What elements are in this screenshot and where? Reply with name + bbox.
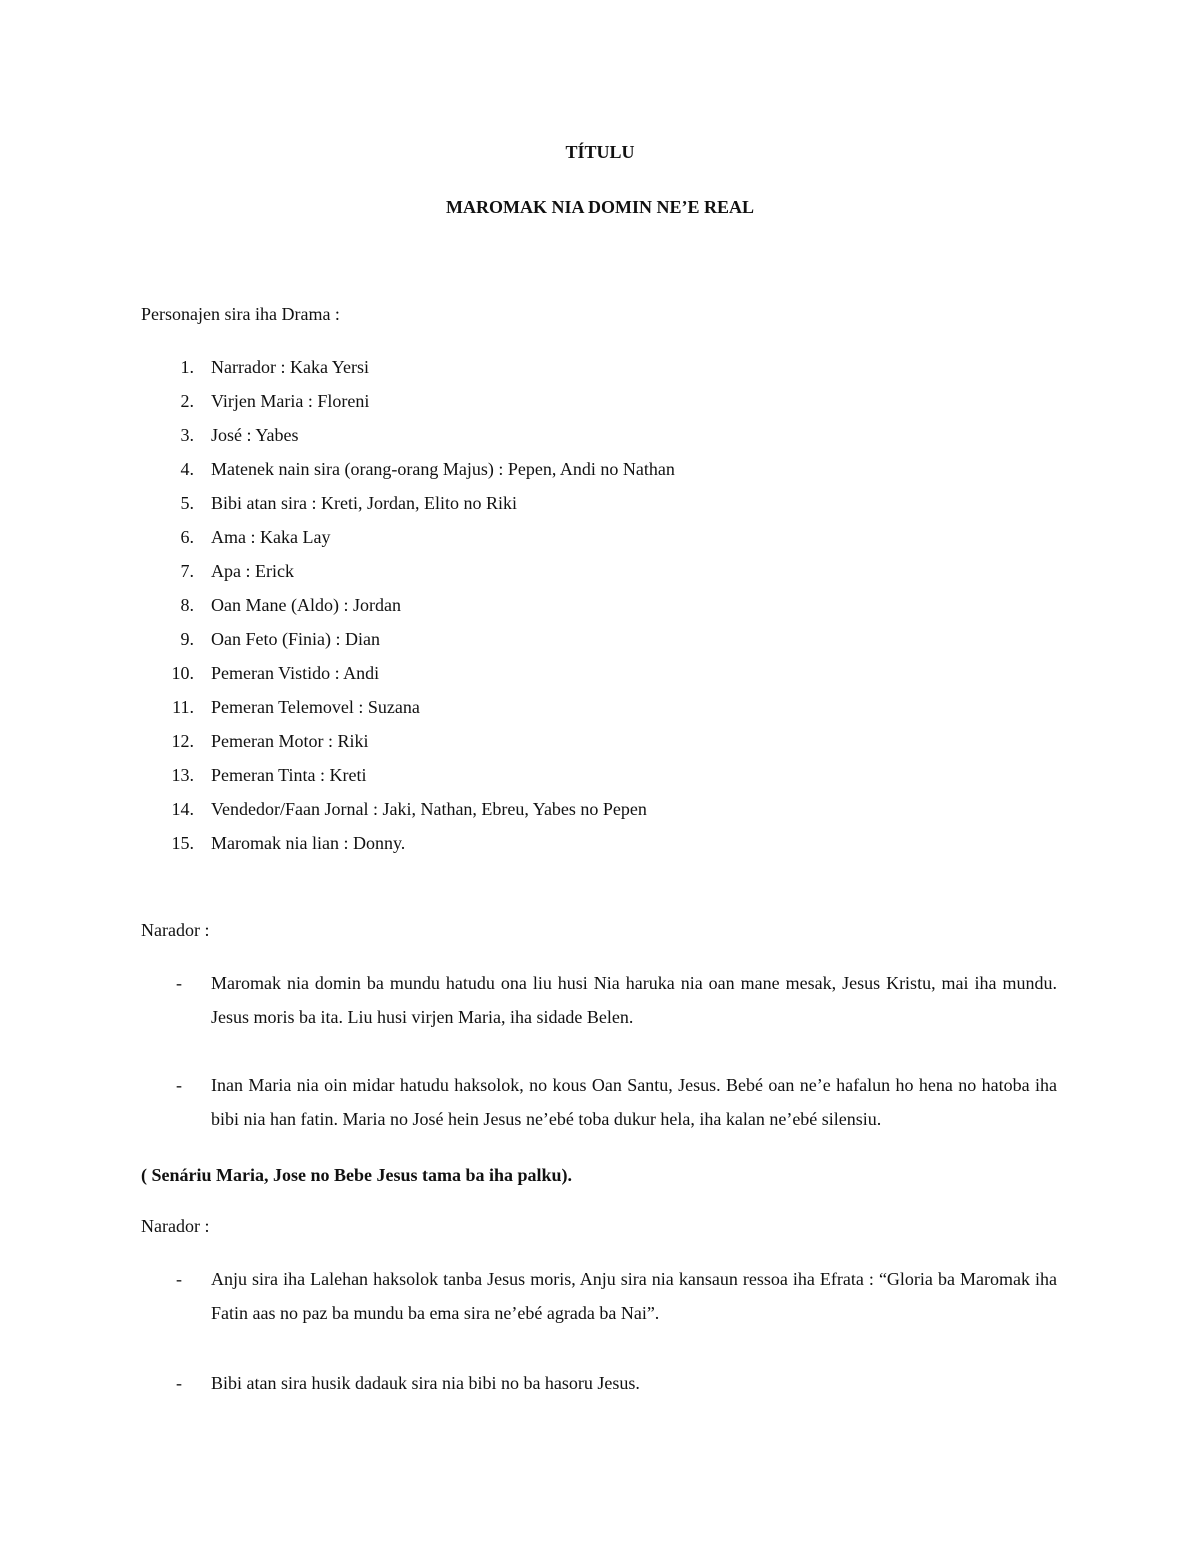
cast-entry: Matenek nain sira (orang-orang Majus) : Pepen, Andi no Nathan [211,459,675,479]
cast-number: 1. [180,357,194,377]
narration-text: Anju sira iha Lalehan haksolok tanba Jesus moris, Anju sira nia kansaun ressoa iha Efrata : “Gloria ba Maromak iha Fatin aas no paz ba mundu ba ema sira ne’ebé agrada ba Nai”. [211,1269,1057,1323]
narration-text: Inan Maria nia oin midar hatudu haksolok, no kous Oan Santu, Jesus. Bebé oan ne’e hafalun ho hena no hatoba iha bibi nia han fatin. Maria no José hein Jesus ne’ebé toba dukur hela, iha kalan ne’ebé silensiu. [211,1075,1057,1129]
cast-item [0,696,1200,730]
cast-item [0,390,1200,424]
cast-number: 4. [180,459,194,479]
cast-number: 12. [171,731,194,751]
cast-item [0,662,1200,696]
dash-bullet: - [176,973,182,993]
cast-number: 6. [180,527,194,547]
cast-item [0,594,1200,628]
cast-entry: Ama : Kaka Lay [211,527,331,547]
cast-number: 15. [171,833,194,853]
cast-entry: Pemeran Tinta : Kreti [211,765,367,785]
cast-item [0,798,1200,832]
dash-bullet: - [176,1269,182,1289]
cast-entry: José : Yabes [211,425,299,445]
cast-item [0,492,1200,526]
cast-item [0,730,1200,764]
cast-entry: Bibi atan sira : Kreti, Jordan, Elito no Riki [211,493,517,513]
narration-text: Bibi atan sira husik dadauk sira nia bibi no ba hasoru Jesus. [211,1373,640,1393]
cast-entry: Pemeran Motor : Riki [211,731,369,751]
cast-entry: Apa : Erick [211,561,294,581]
cast-number: 13. [171,765,194,785]
cast-entry: Oan Mane (Aldo) : Jordan [211,595,401,615]
scene-direction: ( Senáriu Maria, Jose no Bebe Jesus tama ba iha palku). [141,1165,573,1185]
dash-bullet: - [176,1373,182,1393]
cast-list [0,356,1200,866]
cast-entry: Virjen Maria : Floreni [211,391,370,411]
cast-heading: Personajen sira iha Drama : [141,304,340,324]
document-title: TÍTULU [565,142,635,162]
cast-item [0,458,1200,492]
cast-item [0,560,1200,594]
narrator-label: Narador : [141,1216,210,1236]
narration-text: Maromak nia domin ba mundu hatudu ona liu husi Nia haruka nia oan mane mesak, Jesus Kristu, mai iha mundu. Jesus moris ba ita. Liu husi virjen Maria, iha sidade Belen. [211,973,1057,1027]
cast-item [0,526,1200,560]
cast-number: 3. [180,425,194,445]
cast-item [0,764,1200,798]
cast-item [0,356,1200,390]
cast-number: 14. [171,799,194,819]
cast-entry: Oan Feto (Finia) : Dian [211,629,380,649]
dash-bullet: - [176,1075,182,1095]
cast-number: 10. [171,663,194,683]
cast-entry: Pemeran Vistido : Andi [211,663,380,683]
cast-item [0,424,1200,458]
cast-number: 8. [180,595,194,615]
cast-number: 9. [180,629,194,649]
cast-number: 2. [180,391,194,411]
cast-entry: Pemeran Telemovel : Suzana [211,697,420,717]
cast-item [0,628,1200,662]
cast-entry: Maromak nia lian : Donny. [211,833,406,853]
cast-number: 7. [180,561,194,581]
cast-entry: Vendedor/Faan Jornal : Jaki, Nathan, Ebreu, Yabes no Pepen [211,799,647,819]
cast-item [0,832,1200,866]
drama-title: MAROMAK NIA DOMIN NE’E REAL [446,197,754,217]
cast-entry: Narrador : Kaka Yersi [211,357,369,377]
cast-number: 11. [172,697,194,717]
narrator-label: Narador : [141,920,210,940]
cast-number: 5. [180,493,194,513]
